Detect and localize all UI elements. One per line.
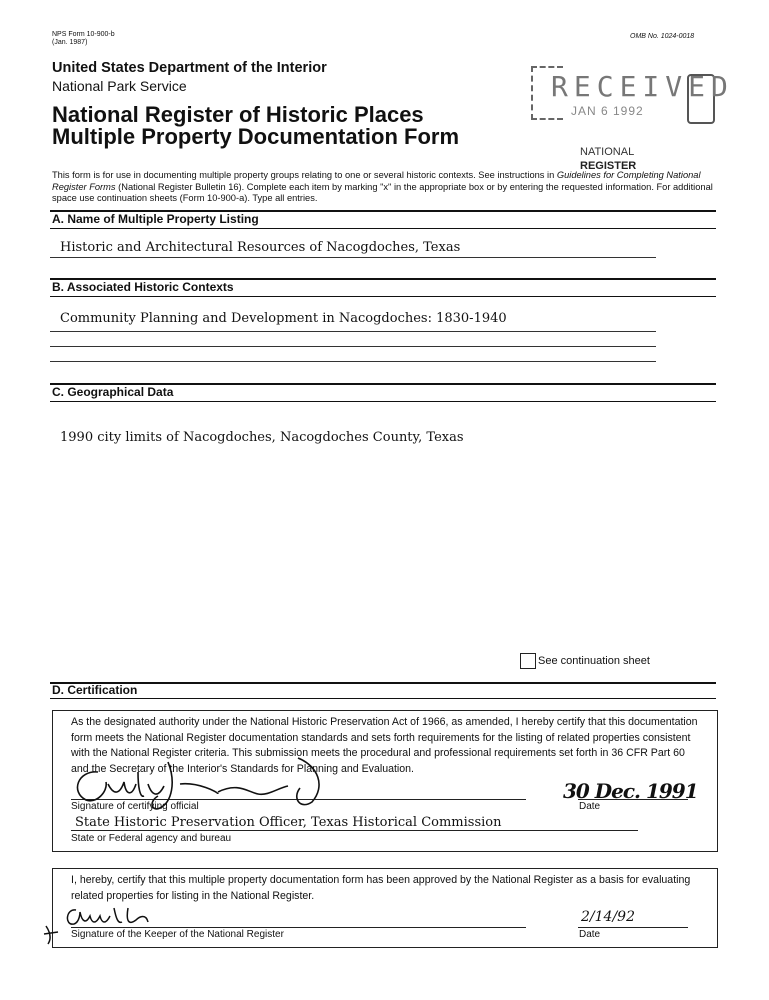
section-a-under-rule bbox=[50, 228, 716, 229]
stamp-national: NATIONAL bbox=[580, 146, 635, 158]
instructions-part2: (National Register Bulletin 16). Complete each item by marking "x" in the appropriate box or by entering the requested information. For additional space use continuation sheets (Form 10-900-a). Type all entries. bbox=[52, 181, 713, 204]
keeper-date-line bbox=[578, 927, 688, 928]
certifying-agency: State Historic Preservation Officer, Texas Historical Commission bbox=[75, 815, 502, 830]
section-b-entry-line-3 bbox=[50, 361, 656, 362]
property-listing-name: Historic and Architectural Resources of Nacogdoches, Texas bbox=[60, 240, 461, 255]
section-d-title: D. Certification bbox=[52, 683, 138, 697]
stamp-received-text: RECEIVED bbox=[551, 70, 734, 103]
section-b-entry-line-2 bbox=[50, 346, 656, 347]
keeper-date-value: 2/14/92 bbox=[581, 909, 635, 925]
keeper-certification-text: I, hereby, certify that this multiple property documentation form has been approved by the National Register as a basis for evaluating related properties for listing in the National Register. bbox=[71, 874, 691, 902]
continuation-checkbox[interactable] bbox=[520, 653, 536, 669]
section-d-under-rule bbox=[50, 698, 716, 699]
received-stamp bbox=[531, 66, 734, 124]
section-b-under-rule bbox=[50, 296, 716, 297]
geographical-data: 1990 city limits of Nacogdoches, Nacogdoches County, Texas bbox=[60, 430, 464, 445]
keeper-signature-label: Signature of the Keeper of the National Register bbox=[71, 929, 284, 940]
certifier-signature bbox=[68, 752, 338, 814]
continuation-label: See continuation sheet bbox=[538, 655, 650, 667]
form-title-line2: Multiple Property Documentation Form bbox=[52, 124, 460, 149]
instructions-part1: This form is for use in documenting multiple property groups relating to one or several historic contexts. See instructions in bbox=[52, 170, 557, 180]
omb-number: OMB No. 1024-0018 bbox=[630, 33, 695, 40]
certifier-signature-label: Signature of certifying official bbox=[71, 801, 199, 812]
form-date: (Jan. 1987) bbox=[52, 39, 88, 46]
certification-date-value: 30 Dec. 1991 bbox=[563, 779, 698, 803]
instructions-guidelines-title: Guidelines for Completing National Register Forms bbox=[52, 170, 701, 192]
section-d-top-rule bbox=[50, 682, 716, 684]
agency-label: State or Federal agency and bureau bbox=[71, 833, 232, 844]
keeper-signature bbox=[36, 898, 156, 948]
section-c-title: C. Geographical Data bbox=[52, 385, 174, 399]
instructions-text bbox=[52, 170, 716, 205]
agency-line bbox=[71, 830, 638, 831]
certifier-date-label: Date bbox=[579, 801, 601, 812]
stamp-register: REGISTER bbox=[580, 160, 637, 172]
form-id: NPS Form 10-900-b bbox=[52, 31, 115, 38]
certification-text: As the designated authority under the National Historic Preservation Act of 1966, as amended, I hereby certify that this documentation form meets the National Register documentation standards and sets forth requirements for the listing of related properties consistent with the National Register criteria. This submission meets the procedural and professional requirements set forth in 36 CFR Part 60 and the Secretary of the Interior's Standards for Planning and Evaluation. bbox=[71, 716, 698, 775]
form-title-line1: National Register of Historic Places bbox=[52, 102, 424, 127]
department-name: United States Department of the Interior bbox=[52, 60, 327, 76]
section-b-title: B. Associated Historic Contexts bbox=[52, 280, 234, 294]
section-a-entry-line bbox=[50, 257, 656, 258]
historic-context: Community Planning and Development in Nacogdoches: 1830-1940 bbox=[60, 311, 507, 326]
service-name: National Park Service bbox=[52, 78, 187, 94]
keeper-date-label: Date bbox=[579, 929, 601, 940]
section-a-title: A. Name of Multiple Property Listing bbox=[52, 212, 259, 226]
stamp-date: JAN 6 1992 bbox=[571, 104, 644, 118]
section-c-under-rule bbox=[50, 401, 716, 402]
section-b-entry-line-1 bbox=[50, 331, 656, 332]
